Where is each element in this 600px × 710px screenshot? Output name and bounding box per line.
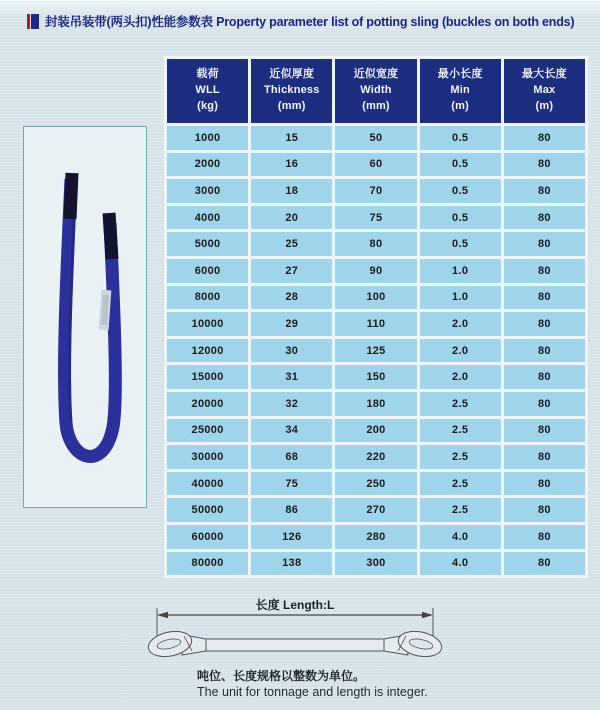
table-cell: 2.5 (420, 445, 501, 469)
table-cell: 2000 (167, 153, 248, 177)
table-cell: 2.5 (420, 472, 501, 496)
table-cell: 50 (335, 126, 416, 150)
table-cell: 80 (504, 445, 585, 469)
footnote-en: The unit for tonnage and length is integer. (197, 685, 428, 700)
table-cell: 3000 (167, 179, 248, 203)
table-cell: 31 (251, 365, 332, 389)
table-header-row (167, 59, 585, 123)
page-title-zh: 封装吊装带(两头扣)性能参数表 (45, 15, 213, 29)
table-cell: 80 (504, 392, 585, 416)
table-cell: 80 (335, 232, 416, 256)
table-cell: 15000 (167, 365, 248, 389)
table-cell: 110 (335, 312, 416, 336)
table-cell: 1.0 (420, 259, 501, 283)
table-cell: 68 (251, 445, 332, 469)
table-cell: 32 (251, 392, 332, 416)
sling-left-eye (146, 628, 206, 661)
table-cell: 80 (504, 153, 585, 177)
table-cell: 80 (504, 206, 585, 230)
page-title (45, 12, 574, 30)
table-row (167, 445, 585, 469)
table-cell: 0.5 (420, 126, 501, 150)
table-body (167, 126, 585, 575)
table-cell: 150 (335, 365, 416, 389)
table-cell: 1.0 (420, 286, 501, 310)
table-row (167, 206, 585, 230)
title-bullet-icon (27, 14, 39, 29)
table-cell: 180 (335, 392, 416, 416)
table-cell: 60 (335, 153, 416, 177)
table-row (167, 419, 585, 443)
table-cell: 50000 (167, 498, 248, 522)
table-row (167, 472, 585, 496)
table-cell: 200 (335, 419, 416, 443)
product-photo (23, 126, 147, 508)
table-cell: 25 (251, 232, 332, 256)
table-cell: 0.5 (420, 179, 501, 203)
table-cell: 1000 (167, 126, 248, 150)
table-cell: 12000 (167, 339, 248, 363)
table-cell: 20 (251, 206, 332, 230)
table-cell: 6000 (167, 259, 248, 283)
table-row (167, 232, 585, 256)
table-cell: 27 (251, 259, 332, 283)
table-cell: 80 (504, 232, 585, 256)
table-cell: 250 (335, 472, 416, 496)
table-row (167, 259, 585, 283)
table-cell: 280 (335, 525, 416, 549)
table-cell: 4.0 (420, 525, 501, 549)
table-cell: 80 (504, 525, 585, 549)
column-header: 近似宽度 Width (mm) (335, 59, 416, 123)
table-row (167, 392, 585, 416)
table-cell: 75 (335, 206, 416, 230)
table-cell: 80 (504, 179, 585, 203)
table-cell: 30 (251, 339, 332, 363)
table-row (167, 498, 585, 522)
table-cell: 0.5 (420, 153, 501, 177)
table-cell: 0.5 (420, 232, 501, 256)
column-header: 载荷 WLL (kg) (167, 59, 248, 123)
table-cell: 60000 (167, 525, 248, 549)
table-cell: 80 (504, 419, 585, 443)
table-cell: 0.5 (420, 206, 501, 230)
table-row (167, 312, 585, 336)
table-cell: 2.5 (420, 392, 501, 416)
table-cell: 70 (335, 179, 416, 203)
table-cell: 126 (251, 525, 332, 549)
table-cell: 5000 (167, 232, 248, 256)
table-cell: 80000 (167, 552, 248, 576)
page-title-en: Property parameter list of potting sling (buckles on both ends) (216, 15, 575, 29)
spec-table (164, 56, 588, 578)
table-cell: 4000 (167, 206, 248, 230)
table-cell: 80 (504, 259, 585, 283)
table-cell: 100 (335, 286, 416, 310)
table-cell: 29 (251, 312, 332, 336)
sling-length-diagram (140, 598, 450, 664)
table-cell: 28 (251, 286, 332, 310)
table-cell: 80 (504, 498, 585, 522)
column-header: 最大长度 Max (m) (504, 59, 585, 123)
sling-right-eye (384, 628, 444, 661)
table-row (167, 179, 585, 203)
sling-body (206, 639, 384, 651)
table-cell: 86 (251, 498, 332, 522)
table-row (167, 286, 585, 310)
title-bar (27, 12, 592, 30)
table-cell: 220 (335, 445, 416, 469)
table-row (167, 126, 585, 150)
table-cell: 30000 (167, 445, 248, 469)
footnote-zh: 吨位、长度规格以整数为单位。 (197, 669, 366, 683)
table-cell: 2.0 (420, 365, 501, 389)
table-cell: 15 (251, 126, 332, 150)
table-row (167, 525, 585, 549)
table-row (167, 552, 585, 576)
table-cell: 8000 (167, 286, 248, 310)
table-cell: 80 (504, 286, 585, 310)
table-cell: 80 (504, 339, 585, 363)
table-cell: 80 (504, 365, 585, 389)
table-row (167, 339, 585, 363)
footnote (197, 668, 428, 701)
table-cell: 80 (504, 472, 585, 496)
table-cell: 75 (251, 472, 332, 496)
table-cell: 2.5 (420, 498, 501, 522)
table-cell: 10000 (167, 312, 248, 336)
column-header: 最小长度 Min (m) (420, 59, 501, 123)
table-row (167, 365, 585, 389)
table-cell: 16 (251, 153, 332, 177)
table-cell: 90 (335, 259, 416, 283)
table-cell: 18 (251, 179, 332, 203)
table-cell: 138 (251, 552, 332, 576)
table-cell: 80 (504, 312, 585, 336)
table-cell: 2.5 (420, 419, 501, 443)
table-cell: 270 (335, 498, 416, 522)
table-cell: 20000 (167, 392, 248, 416)
length-dimension-label: 长度 Length:L (255, 598, 335, 612)
table-cell: 2.0 (420, 339, 501, 363)
table-cell: 34 (251, 419, 332, 443)
table-cell: 125 (335, 339, 416, 363)
table-cell: 80 (504, 552, 585, 576)
table-cell: 4.0 (420, 552, 501, 576)
table-cell: 25000 (167, 419, 248, 443)
sling-photo-drawing (24, 127, 146, 507)
table-cell: 80 (504, 126, 585, 150)
table-cell: 300 (335, 552, 416, 576)
table-cell: 40000 (167, 472, 248, 496)
table-cell: 2.0 (420, 312, 501, 336)
column-header: 近似厚度 Thickness (mm) (251, 59, 332, 123)
table-row (167, 153, 585, 177)
